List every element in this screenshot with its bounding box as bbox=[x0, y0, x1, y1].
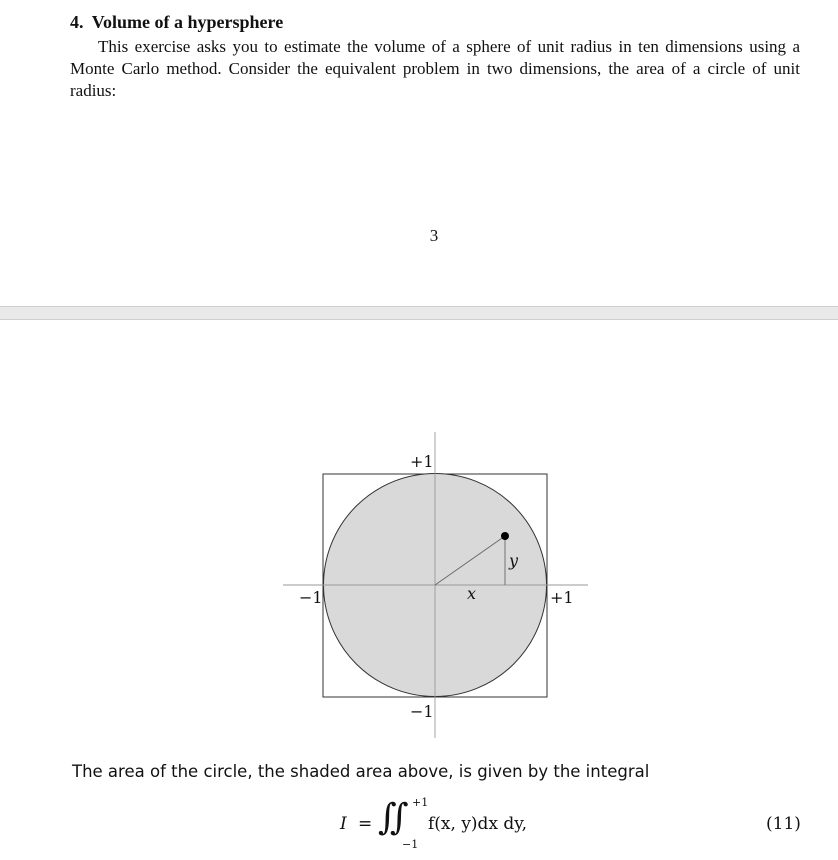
label-bottom: −1 bbox=[410, 702, 434, 721]
page-number: 3 bbox=[429, 226, 439, 245]
equation-number: (11) bbox=[766, 814, 801, 834]
label-y: y bbox=[509, 551, 519, 570]
equation-lhs: I bbox=[340, 814, 347, 834]
area-sentence: The area of the circle, the shaded area above, is given by the integral bbox=[72, 762, 650, 781]
integrand: f(x, y)dx dy, bbox=[428, 814, 528, 834]
integral-equation bbox=[340, 794, 600, 850]
label-x: x bbox=[467, 584, 477, 603]
label-top: +1 bbox=[410, 452, 434, 471]
unit-circle-figure bbox=[0, 320, 838, 750]
paragraph-line-2: using a Monte Carlo method. Consider the equivalent problem in two dimensions, the area bbox=[70, 37, 801, 78]
integral-upper-limit: +1 bbox=[412, 796, 429, 809]
page-4 bbox=[0, 320, 838, 860]
section-number: 4. bbox=[70, 12, 84, 32]
section-heading bbox=[70, 12, 283, 33]
section-title: Volume of a hypersphere bbox=[91, 12, 284, 32]
integral-lower-limit: −1 bbox=[402, 838, 419, 851]
paragraph-line-3: of a circle of unit radius: bbox=[70, 59, 800, 100]
page-3 bbox=[0, 0, 838, 306]
sample-point bbox=[501, 532, 509, 540]
intro-paragraph bbox=[70, 36, 800, 102]
label-right: +1 bbox=[550, 588, 574, 607]
label-left: −1 bbox=[299, 588, 323, 607]
double-integral-symbol: ∬ bbox=[378, 797, 409, 838]
equation-equals: = bbox=[358, 814, 373, 834]
paragraph-line-1: This exercise asks you to estimate the volume of a sphere of unit radius in ten dimensions bbox=[98, 37, 743, 56]
page-separator bbox=[0, 306, 838, 320]
